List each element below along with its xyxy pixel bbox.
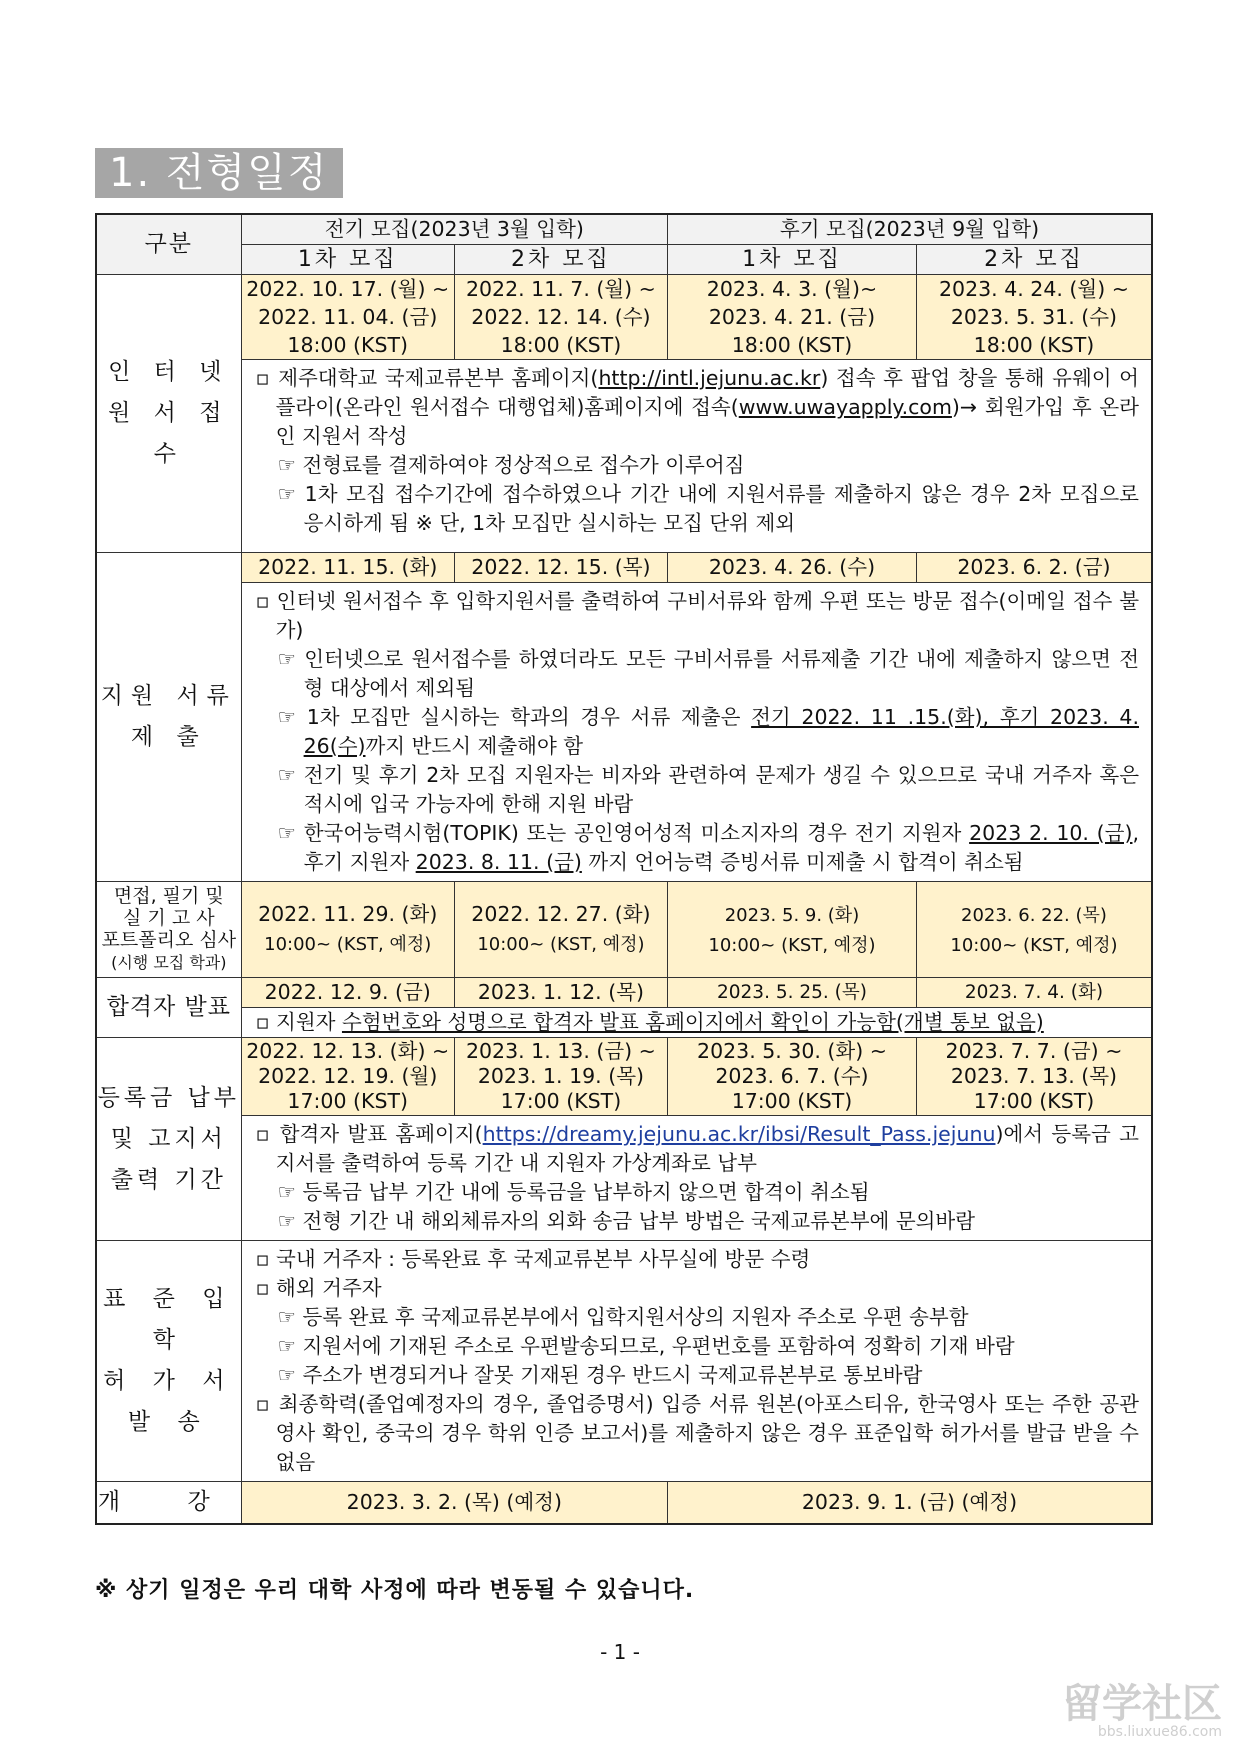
tuition-date-cell [916,1038,1152,1116]
underlined-text: 수험번호와 성명으로 합격자 발표 홈페이지에서 확인이 가능함(개별 통보 없음) [341,1010,1044,1034]
watermark [1062,1681,1222,1740]
result-pass-link[interactable]: https://dreamy.jejunu.ac.kr/ibsi/Result_Pass.jejunu [482,1122,996,1146]
tuition-description [241,1116,1152,1241]
date-line: 2022. 12. 27. (화) [471,902,651,926]
opening-row [96,1482,1152,1525]
underlined-deadline: 전기 2022. 11 .15.(화), 후기 2023. 4. 26(수) [303,705,1139,758]
date-line: 2022. 12. 19. (월) [258,1064,438,1088]
date-line: 18:00 (KST) [731,333,853,357]
text: ) 접속 후 팝업 창을 통해 유웨이 어플라이(온라인 원서접수 대행업체)홈페이지에 접속( [275,366,1139,419]
result-para-1 [256,1008,1139,1037]
result-date-cell: 2022. 12. 9. (금) [241,978,454,1008]
permit-label [96,1241,241,1482]
interview-label [96,882,241,978]
tuition-dates-row [96,1038,1152,1116]
opening-label: 개 강 [96,1482,241,1525]
fall-header: 후기 모집(2023년 9월 입학) [668,214,1152,245]
date-line: 17:00 (KST) [973,1089,1095,1113]
result-dates-row [96,978,1152,1008]
date-line: 2023. 7. 13. (목) [950,1064,1118,1088]
permit-row [96,1241,1152,1482]
online-date-cell [241,275,454,360]
interview-label-line2: 실 기 고 사 [123,907,215,929]
tuition-label [96,1038,241,1241]
underlined-deadline: 2023 2. 10. (금) [969,821,1133,845]
round-header-row [96,245,1152,275]
docs-sub-2 [256,703,1139,761]
interview-date-cell [241,882,454,978]
date-line: 2023. 5. 9. (화) [724,904,860,926]
online-date-cell [916,275,1152,360]
result-date-cell: 2023. 5. 25. (목) [668,978,917,1008]
time-line: 10:00~ (KST, 예정) [708,934,876,956]
permit-sub-2: ☞ 지원서에 기재된 주소로 우편발송되므로, 우편번호를 포함하여 정확히 기재 바람 [277,1334,1015,1358]
online-label-line1: 인 터 넷 [108,359,230,385]
tuition-label-line3: 출력 기간 [110,1166,227,1193]
result-date-cell: 2023. 1. 12. (목) [454,978,667,1008]
permit-sub-3: ☞ 주소가 변경되거나 잘못 기재된 경우 반드시 국제교류본부로 통보바람 [277,1363,923,1387]
result-desc-row [96,1008,1152,1038]
result-label: 합격자 발표 [96,978,241,1038]
tuition-desc-row [96,1116,1152,1241]
docs-date-cell: 2023. 6. 2. (금) [916,553,1152,583]
docs-dates-row [96,553,1152,583]
online-dates-row [96,275,1152,360]
text: 까지 언어능력 증빙서류 미제출 시 합격이 취소됨 [581,850,1024,874]
section-title: 1. 전형일정 [95,148,343,198]
docs-sub-4 [256,819,1139,877]
text: ▫ 제주대학교 국제교류본부 홈페이지( [255,366,599,390]
tuition-label-line2: 및 고지서 [110,1125,227,1152]
category-header: 구분 [96,214,241,275]
online-sub-2: ☞ 1차 모집 접수기간에 접수하였으나 기간 내에 지원서류를 제출하지 않은 경우 2차 모집으로 응시하게 됨 ※ 단, 1차 모집만 실시하는 모집 단위 제외 [277,482,1139,535]
tuition-date-cell [241,1038,454,1116]
footer-note: ※ 상기 일정은 우리 대학 사정에 따라 변동될 수 있습니다. [95,1578,695,1603]
intl-homepage-link[interactable]: http://intl.jejunu.ac.kr [598,366,821,390]
interview-label-line4: (시행 모집 학과) [111,953,227,972]
text: 까지 반드시 제출해야 함 [365,734,584,758]
date-line: 18:00 (KST) [973,333,1095,357]
text: )→ 회원가입 후 온라인 지원서 작성 [275,395,1139,448]
text: ▫ 합격자 발표 홈페이지( [255,1122,483,1146]
fall-round2-header: 2차 모집 [916,245,1152,275]
interview-date-cell [454,882,667,978]
tuition-label-line1: 등록금 납부 [97,1084,240,1111]
permit-description [241,1241,1152,1482]
text: ▫ 지원자 [255,1010,342,1034]
docs-label-line1: 지원 서류 [100,683,237,709]
date-line: 2022. 12. 13. (화) ~ [246,1039,450,1063]
watermark-url: bbs.liuxue86.com [1097,1724,1222,1740]
docs-label [96,553,241,882]
interview-date-cell [668,882,917,978]
date-line: 2022. 12. 14. (수) [471,305,651,329]
text: ☞ 한국어능력시험(TOPIK) 또는 공인영어성적 미소지자의 경우 전기 지원자 [277,821,970,845]
online-sub-1: ☞ 전형료를 결제하여야 정상적으로 접수가 이루어짐 [277,453,745,477]
result-date-cell: 2023. 7. 4. (화) [916,978,1152,1008]
date-line: 18:00 (KST) [500,333,622,357]
docs-date-cell: 2022. 11. 15. (화) [241,553,454,583]
date-line: 17:00 (KST) [500,1089,622,1113]
uwayapply-link[interactable]: www.uwayapply.com [738,395,952,419]
date-line: 2023. 5. 31. (수) [950,305,1118,329]
result-description [241,1008,1152,1038]
permit-label-line2: 허 가 서 [103,1368,235,1394]
spring-round1-header: 1차 모집 [241,245,454,275]
date-line: 2023. 6. 7. (수) [715,1064,869,1088]
online-label [96,275,241,553]
time-line: 10:00~ (KST, 예정) [264,934,432,955]
opening-fall-date: 2023. 9. 1. (금) (예정) [668,1482,1152,1525]
online-date-cell [454,275,667,360]
docs-description [241,583,1152,882]
page-number: - 1 - [600,1640,640,1664]
watermark-logo-text: 留学社区 [1062,1681,1222,1727]
date-line: 17:00 (KST) [731,1089,853,1113]
docs-sub-1: ☞ 인터넷으로 원서접수를 하였더라도 모든 구비서류를 서류제출 기간 내에 제출하지 않으면 전형 대상에서 제외됨 [277,647,1139,700]
permit-para-2: ▫ 해외 거주자 [255,1276,382,1300]
spring-round2-header: 2차 모집 [454,245,667,275]
date-line: 2023. 7. 7. (금) ~ [945,1039,1123,1063]
admission-schedule-table [95,213,1153,1525]
date-line: 2023. 4. 21. (금) [708,305,876,329]
tuition-sub-2: ☞ 전형 기간 내 해외체류자의 외화 송금 납부 방법은 국제교류본부에 문의바람 [277,1209,976,1233]
date-line: 2022. 11. 04. (금) [258,305,438,329]
docs-date-cell: 2023. 4. 26. (수) [668,553,917,583]
permit-para-1: ▫ 국내 거주자 : 등록완료 후 국제교류본부 사무실에 방문 수령 [255,1247,811,1271]
tuition-date-cell [454,1038,667,1116]
online-desc-row [96,360,1152,553]
tuition-para-1 [256,1120,1139,1178]
permit-para-3: ▫ 최종학력(졸업예정자의 경우, 졸업증명서) 입증 서류 원본(아포스티유, 한국영사 또는 주한 공관 영사 확인, 중국의 경우 학위 인증 보고서)를 제출하지 않은 경우 표준입학 허가서를 발급 받을 수 없음 [255,1392,1139,1474]
date-line: 2023. 4. 3. (월)~ [706,277,878,301]
permit-label-line3: 발 송 [127,1409,210,1435]
time-line: 10:00~ (KST, 예정) [477,934,645,955]
text: ☞ 1차 모집만 실시하는 학과의 경우 서류 제출은 [277,705,752,729]
online-date-cell [668,275,917,360]
docs-sub-3: ☞ 전기 및 후기 2차 모집 지원자는 비자와 관련하여 문제가 생길 수 있으므로 국내 거주자 혹은 적시에 입국 가능자에 한해 지원 바람 [277,763,1139,816]
date-line: 2023. 1. 19. (목) [477,1064,645,1088]
docs-label-line2: 제 출 [130,724,207,750]
date-line: 2022. 11. 29. (화) [258,902,438,926]
date-line: 2023. 4. 24. (월) ~ [939,277,1129,301]
date-line: 2023. 6. 22. (목) [961,904,1107,926]
docs-date-cell: 2022. 12. 15. (목) [454,553,667,583]
date-line: 2023. 1. 13. (금) ~ [465,1039,656,1063]
fall-round1-header: 1차 모집 [668,245,917,275]
interview-label-line3: 포트폴리오 심사 [101,929,237,951]
interview-label-line1: 면접, 필기 및 [113,885,224,907]
time-line: 10:00~ (KST, 예정) [950,934,1118,956]
date-line: 18:00 (KST) [287,333,408,357]
permit-label-line1: 표 준 입 학 [103,1286,235,1353]
docs-desc-row [96,583,1152,882]
tuition-sub-1: ☞ 등록금 납부 기간 내에 등록금을 납부하지 않으면 합격이 취소됨 [277,1180,870,1204]
spring-header: 전기 모집(2023년 3월 입학) [241,214,667,245]
date-line: 17:00 (KST) [287,1089,408,1113]
date-line: 2023. 5. 30. (화) ~ [697,1039,887,1063]
docs-para-1: ▫ 인터넷 원서접수 후 입학지원서를 출력하여 구비서류와 함께 우편 또는 방문 접수(이메일 접수 불가) [255,589,1139,642]
header-row [96,214,1152,245]
opening-spring-date: 2023. 3. 2. (목) (예정) [241,1482,667,1525]
tuition-date-cell [668,1038,917,1116]
date-line: 2022. 11. 7. (월) ~ [465,277,656,301]
date-line: 2022. 10. 17. (월) ~ [246,277,450,301]
permit-sub-1: ☞ 등록 완료 후 국제교류본부에서 입학지원서상의 지원자 주소로 우편 송부함 [277,1305,969,1329]
interview-row [96,882,1152,978]
text: )에서 등록금 고지서를 출력하여 등록 기간 내 지원자 가상계좌로 납부 [275,1122,1139,1175]
underlined-deadline: 2023. 8. 11. (금) [415,850,582,874]
online-para-1 [256,364,1139,451]
text: , 후기 지원자 [303,821,1139,874]
online-description [241,360,1152,553]
online-label-line2: 원 서 접 수 [108,400,230,467]
interview-date-cell [916,882,1152,978]
